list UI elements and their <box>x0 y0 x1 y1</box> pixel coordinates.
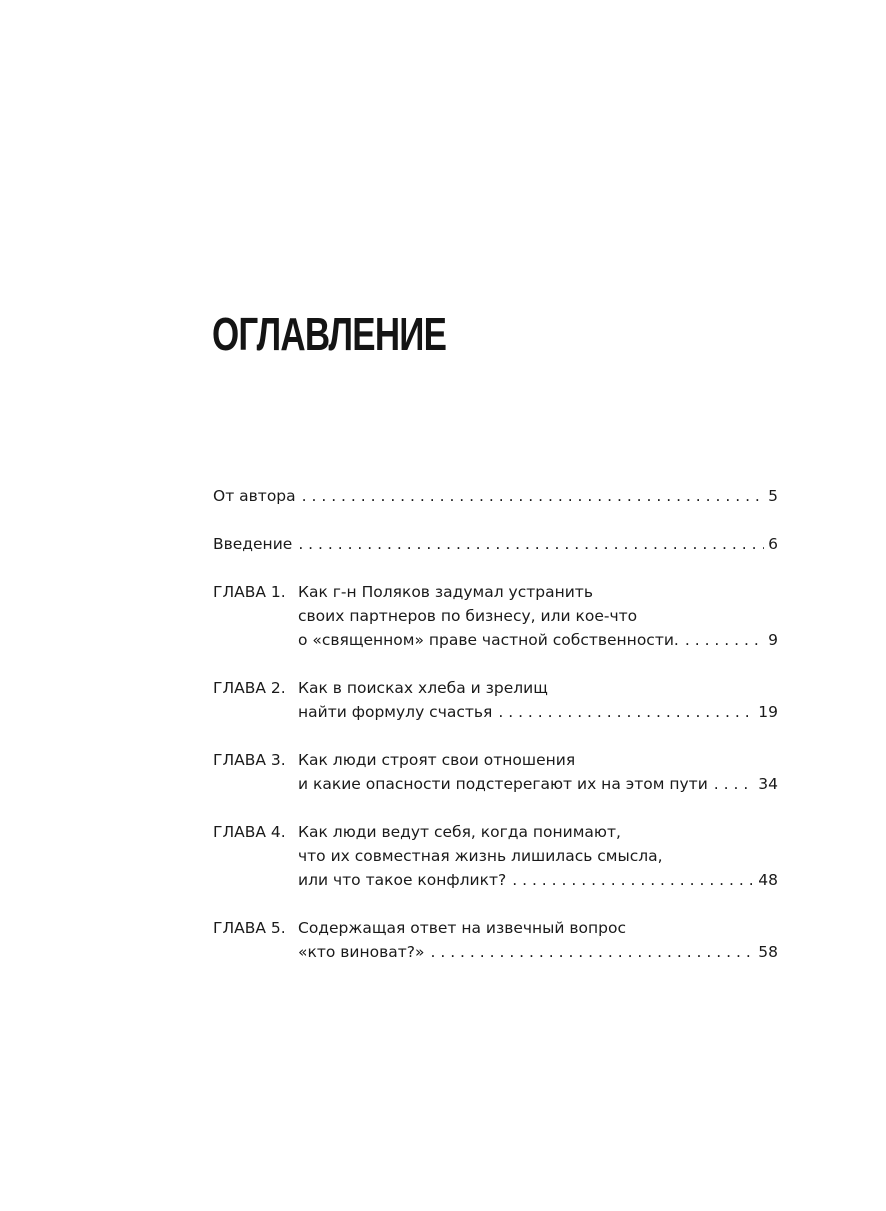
chapter-label: ГЛАВА 4. <box>213 823 286 841</box>
toc-entry-chapter-4[interactable] <box>213 820 778 892</box>
dot-leader <box>302 484 764 508</box>
chapter-title-line: своих партнеров по бизнесу, или кое-что <box>298 607 638 625</box>
toc-entry-chapter-2[interactable] <box>213 676 778 724</box>
chapter-label: ГЛАВА 5. <box>213 919 286 937</box>
chapter-title-line: найти формулу счастья <box>298 703 493 721</box>
page-number: 19 <box>758 703 778 721</box>
chapter-title-line: Содержащая ответ на извечный вопрос <box>298 919 627 937</box>
page-number: 34 <box>758 775 778 793</box>
page-title: ОГЛАВЛЕНИЕ <box>212 308 447 360</box>
chapter-label: ГЛАВА 2. <box>213 679 286 697</box>
toc-entry-chapter-3[interactable] <box>213 748 778 796</box>
page-number: 48 <box>758 871 778 889</box>
table-of-contents <box>213 484 778 964</box>
dot-leader <box>298 532 764 556</box>
toc-entry-chapter-5[interactable] <box>213 916 778 964</box>
page-number: 6 <box>768 535 778 553</box>
dot-leader <box>498 700 754 724</box>
page-number: 58 <box>758 943 778 961</box>
toc-entry-chapter-1[interactable] <box>213 580 778 652</box>
chapter-title-line: или что такое конфликт? <box>298 871 507 889</box>
chapter-title-line: Как в поисках хлеба и зрелищ <box>298 679 548 697</box>
toc-entry-author-note[interactable] <box>213 484 778 508</box>
dot-leader <box>685 628 764 652</box>
chapter-title-line: Как люди строят свои отношения <box>298 751 576 769</box>
page-number: 9 <box>768 631 778 649</box>
page-number: 5 <box>768 487 778 505</box>
toc-entry-text: Введение <box>213 535 293 553</box>
chapter-title-line: и какие опасности подстерегают их на этом пути <box>298 775 708 793</box>
toc-entry-introduction[interactable] <box>213 532 778 556</box>
chapter-title-line: о «священном» праве частной собственности. <box>298 631 679 649</box>
toc-entry-text: От автора <box>213 487 296 505</box>
dot-leader <box>512 868 754 892</box>
dot-leader <box>430 940 754 964</box>
chapter-title-line: Как г-н Поляков задумал устранить <box>298 583 593 601</box>
chapter-label: ГЛАВА 1. <box>213 583 286 601</box>
chapter-title-line: «кто виноват?» <box>298 943 425 961</box>
dot-leader <box>714 772 754 796</box>
chapter-label: ГЛАВА 3. <box>213 751 286 769</box>
chapter-title-line: что их совместная жизнь лишилась смысла, <box>298 847 663 865</box>
chapter-title-line: Как люди ведут себя, когда понимают, <box>298 823 621 841</box>
